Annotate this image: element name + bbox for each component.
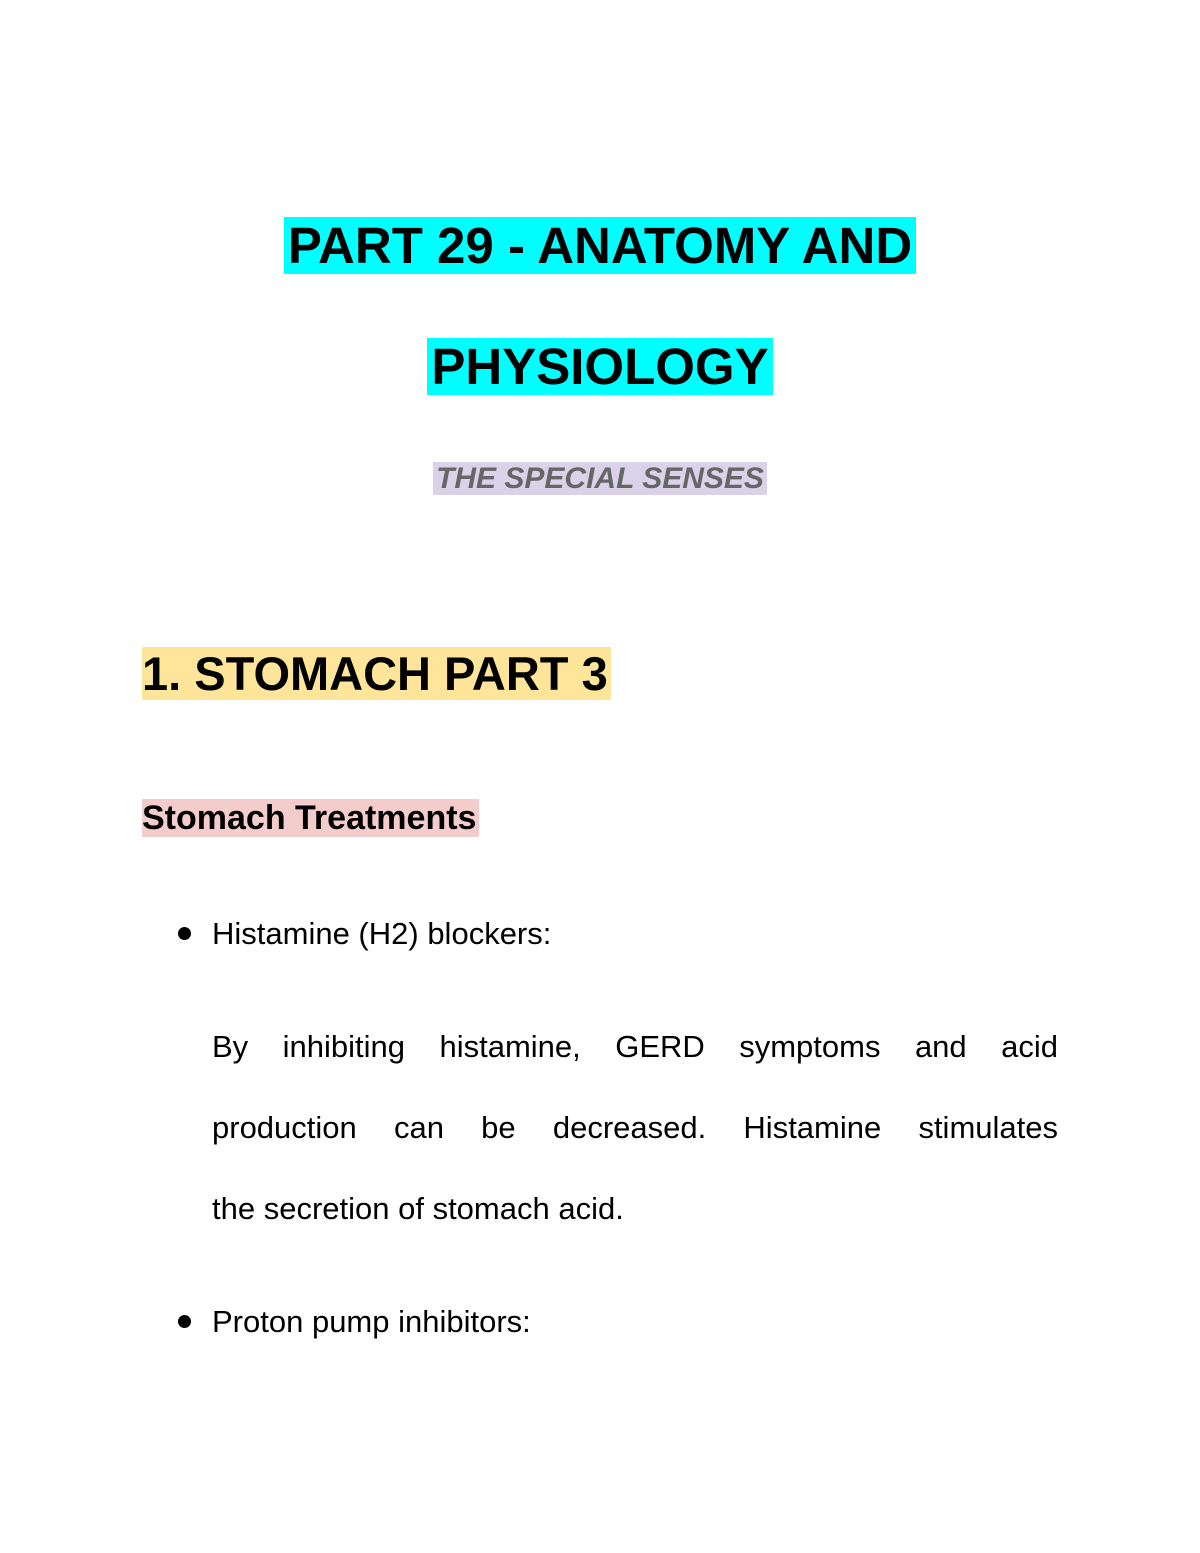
sub-heading-text: Stomach Treatments xyxy=(142,799,479,837)
document-title-line-2 xyxy=(0,336,1200,398)
paragraph-line: By inhibiting histamine, GERD symptoms and acid xyxy=(212,1029,1058,1064)
title-text-1: PART 29 - ANATOMY AND xyxy=(284,217,916,274)
list-item xyxy=(178,914,551,954)
bullet-dot-icon xyxy=(178,927,191,940)
document-title-line-1 xyxy=(0,215,1200,277)
list-item xyxy=(178,1302,531,1342)
sub-heading xyxy=(142,796,479,840)
subtitle-text: THE SPECIAL SENSES xyxy=(433,462,767,495)
paragraph-line: production can be decreased. Histamine stimulates xyxy=(212,1110,1058,1145)
title-text-2: PHYSIOLOGY xyxy=(427,338,772,395)
bullet-dot-icon xyxy=(178,1315,191,1328)
document-subtitle xyxy=(0,461,1200,497)
section-heading xyxy=(142,644,611,704)
list-item-label: Histamine (H2) blockers: xyxy=(212,916,552,951)
paragraph-line: the secretion of stomach acid. xyxy=(212,1191,624,1226)
list-item-label: Proton pump inhibitors: xyxy=(212,1304,531,1339)
section-heading-text: 1. STOMACH PART 3 xyxy=(142,647,611,700)
